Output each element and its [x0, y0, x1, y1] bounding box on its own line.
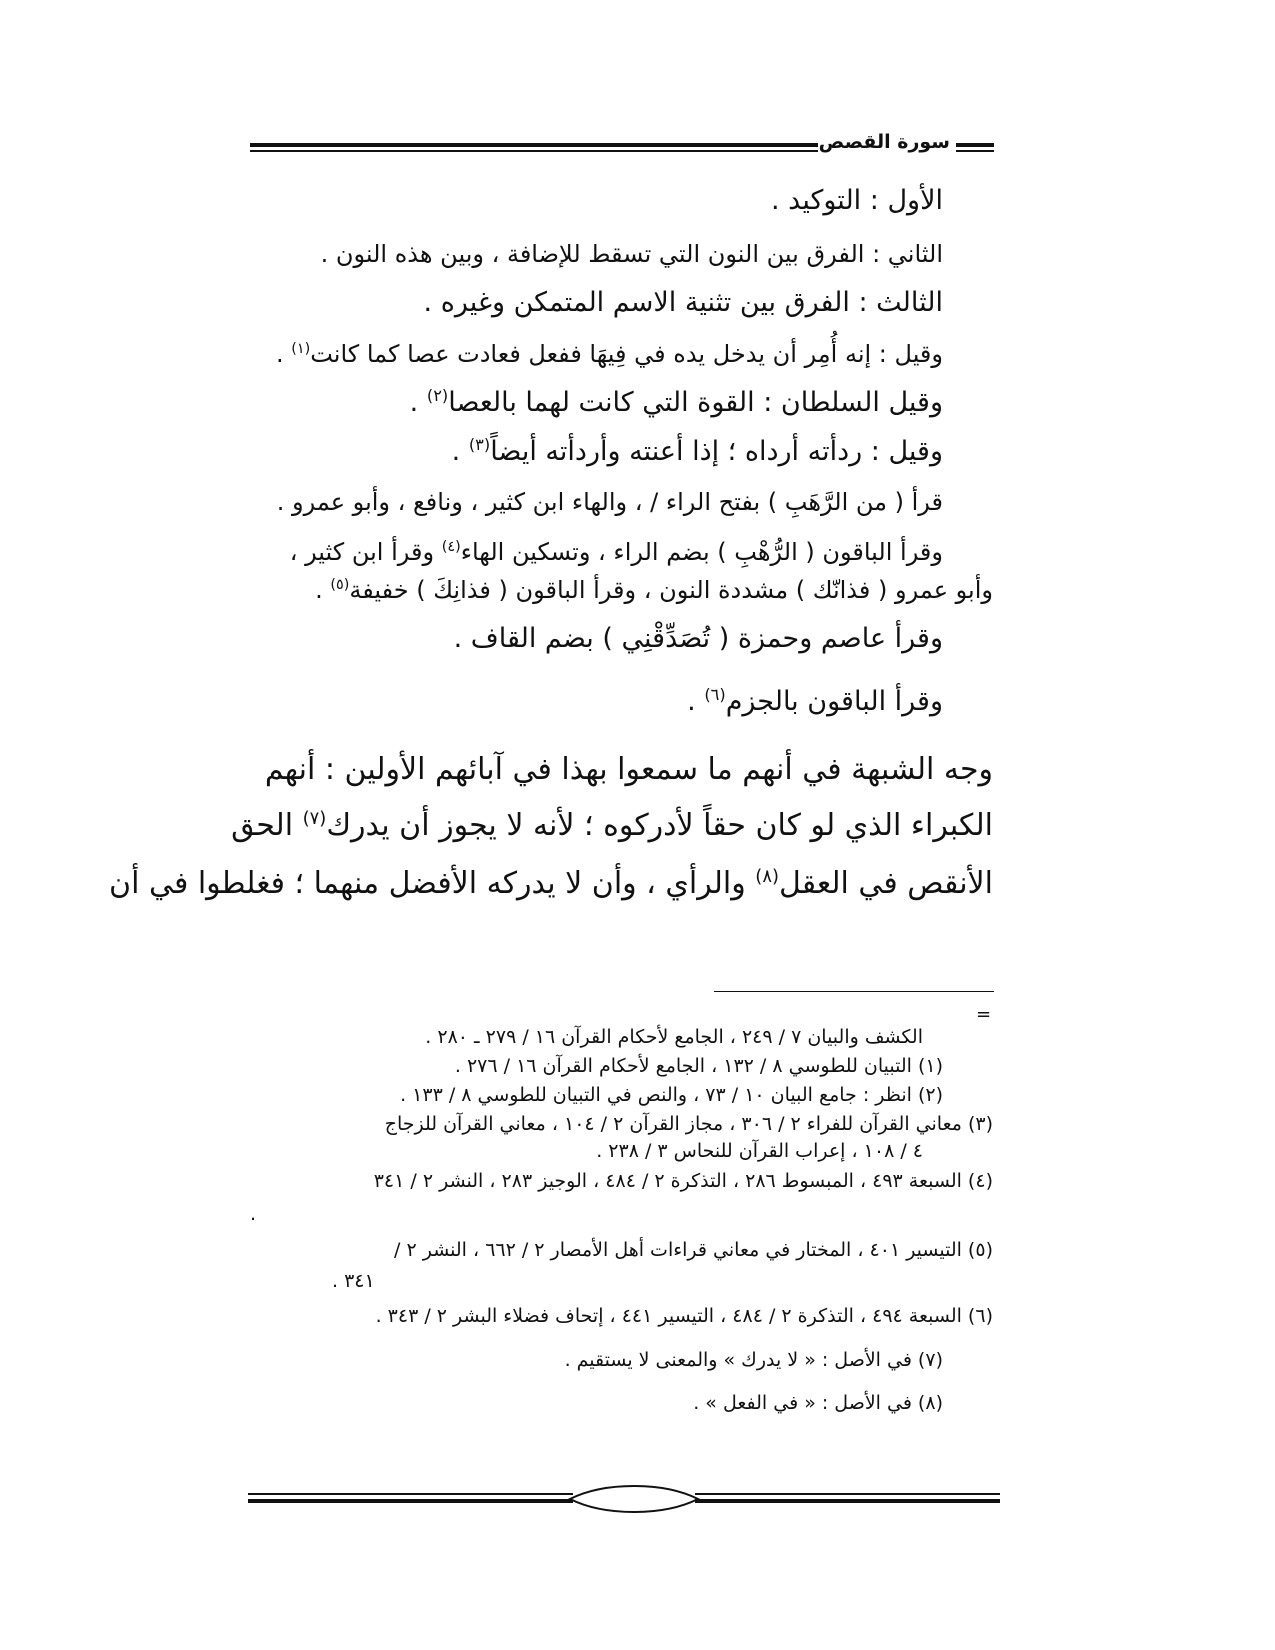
- para-line-1: وجه الشبهة في أنهم ما سمعوا بهذا في آبائهم الأولين : أنهم: [264, 752, 993, 787]
- footnote-3-cont: ٤ / ١٠٨ ، إعراب القرآن للنحاس ٣ / ٢٣٨ .: [596, 1140, 923, 1162]
- body-line-6-text: وقيل : ردأته أرداه ؛ إذا أعنته وأردأته أيضاً: [490, 436, 943, 467]
- body-line-11-text: وقرأ الباقون بالجزم: [725, 686, 943, 717]
- body-line-3: الثالث : الفرق بين تثنية الاسم المتمكن وغيره .: [423, 287, 943, 318]
- footnote-ref-8: (٨): [755, 866, 780, 887]
- header-title: سورة القصص: [818, 131, 950, 153]
- body-line-6: [452, 436, 943, 467]
- footnote-5: (٥) التيسير ٤٠١ ، المختار في معاني قراءات أهل الأمصار ٢ / ٦٦٢ ، النشر ٢ /: [394, 1239, 993, 1261]
- body-line-8-text: وقرأ الباقون ( الرُّهْبِ ) بضم الراء ، وتسكين الهاء: [460, 538, 943, 566]
- footnote-ref-6: (٦): [704, 685, 726, 704]
- para-line-2: [231, 808, 993, 843]
- footnote-8: (٨) في الأصل : « في الفعل » .: [693, 1392, 943, 1414]
- body-line-5: [410, 387, 943, 418]
- body-line-4: [276, 340, 943, 368]
- period: .: [275, 340, 284, 368]
- footnote-2: (٢) انظر : جامع البيان ١٠ / ٧٣ ، والنص في التبيان للطوسي ٨ / ١٣٣ .: [400, 1084, 943, 1106]
- body-line-9-text: وأبو عمرو ( فذانّك ) مشددة النون ، وقرأ الباقون ( فذانِكَ ) خفيفة: [349, 576, 993, 604]
- footnote-5-cont: ٣٤١ .: [332, 1270, 375, 1292]
- footer-rule-right: [695, 1493, 1000, 1503]
- body-line-9: [315, 576, 993, 604]
- footnote-6: (٦) السبعة ٤٩٤ ، التذكرة ٢ / ٤٨٤ ، التيسير ٤٤١ ، إتحاف فضلاء البشر ٢ / ٣٤٣ .: [375, 1305, 993, 1327]
- body-line-11: [687, 686, 943, 717]
- footnote-ref-1: (١): [291, 341, 311, 357]
- para-line-3-tail: والرأي ، وأن لا يدركه الأفضل منهما ؛ فغلطوا في أن: [109, 866, 746, 901]
- footnote-4: (٤) السبعة ٤٩٣ ، المبسوط ٢٨٦ ، التذكرة ٢ / ٤٨٤ ، الوجيز ٢٨٣ ، النشر ٢ / ٣٤١: [373, 1170, 993, 1192]
- period: .: [451, 436, 461, 467]
- body-line-1: الأول : التوكيد .: [771, 185, 943, 216]
- footnote-3: (٣) معاني القرآن للفراء ٢ / ٣٠٦ ، مجاز القرآن ٢ / ١٠٤ ، معاني القرآن للزجاج: [384, 1113, 993, 1135]
- footnote-ref-7: (٧): [302, 808, 327, 829]
- footnote-ref-3: (٣): [468, 435, 491, 454]
- footnote-separator: [714, 991, 994, 992]
- header-rule-left: [250, 143, 818, 152]
- body-line-8: [290, 538, 943, 566]
- body-line-10: وقرأ عاصم وحمزة ( تُصَدِّقْنِي ) بضم القاف .: [453, 623, 943, 654]
- header-rule-right: [956, 143, 994, 152]
- body-line-7: قرأ ( من الرَّهَبِ ) بفتح الراء / ، والهاء ابن كثير ، ونافع ، وأبو عمرو .: [276, 488, 943, 516]
- para-line-2-tail: الحق: [231, 808, 294, 843]
- period: .: [409, 387, 419, 418]
- body-line-8-tail: وقرأ ابن كثير ،: [289, 538, 435, 566]
- footnote-ref-4: (٤): [441, 539, 461, 555]
- para-line-3: [109, 866, 993, 901]
- period: .: [315, 576, 323, 604]
- footnote-cont: الكشف والبيان ٧ / ٢٤٩ ، الجامع لأحكام القرآن ١٦ / ٢٧٩ ـ ٢٨٠ .: [425, 1026, 923, 1048]
- body-line-2: الثاني : الفرق بين النون التي تسقط للإضافة ، وبين هذه النون .: [320, 240, 943, 268]
- para-line-2-text: الكبراء الذي لو كان حقاً لأدركوه ؛ لأنه لا يجوز أن يدرك: [326, 808, 993, 843]
- footnote-4-cont: .: [250, 1203, 257, 1225]
- footnote-ref-2: (٢): [426, 386, 449, 405]
- footnote-continuation-mark: =: [976, 1004, 992, 1025]
- footer-rule-left: [248, 1493, 573, 1503]
- footnote-7: (٧) في الأصل : « لا يدرك » والمعنى لا يستقيم .: [564, 1349, 943, 1371]
- period: .: [687, 686, 696, 717]
- footnote-ref-5: (٥): [330, 577, 350, 593]
- body-line-5-text: وقيل السلطان : القوة التي كانت لهما بالعصا: [448, 387, 943, 418]
- para-line-3-text: الأنقص في العقل: [779, 866, 993, 901]
- footer-oval-ornament: [566, 1484, 702, 1514]
- footnote-1: (١) التبيان للطوسي ٨ / ١٣٢ ، الجامع لأحكام القرآن ١٦ / ٢٧٦ .: [454, 1055, 943, 1077]
- body-line-4-text: وقيل : إنه أُمِر أن يدخل يده في فِيهَا ففعل فعادت عصا كما كانت: [310, 340, 943, 368]
